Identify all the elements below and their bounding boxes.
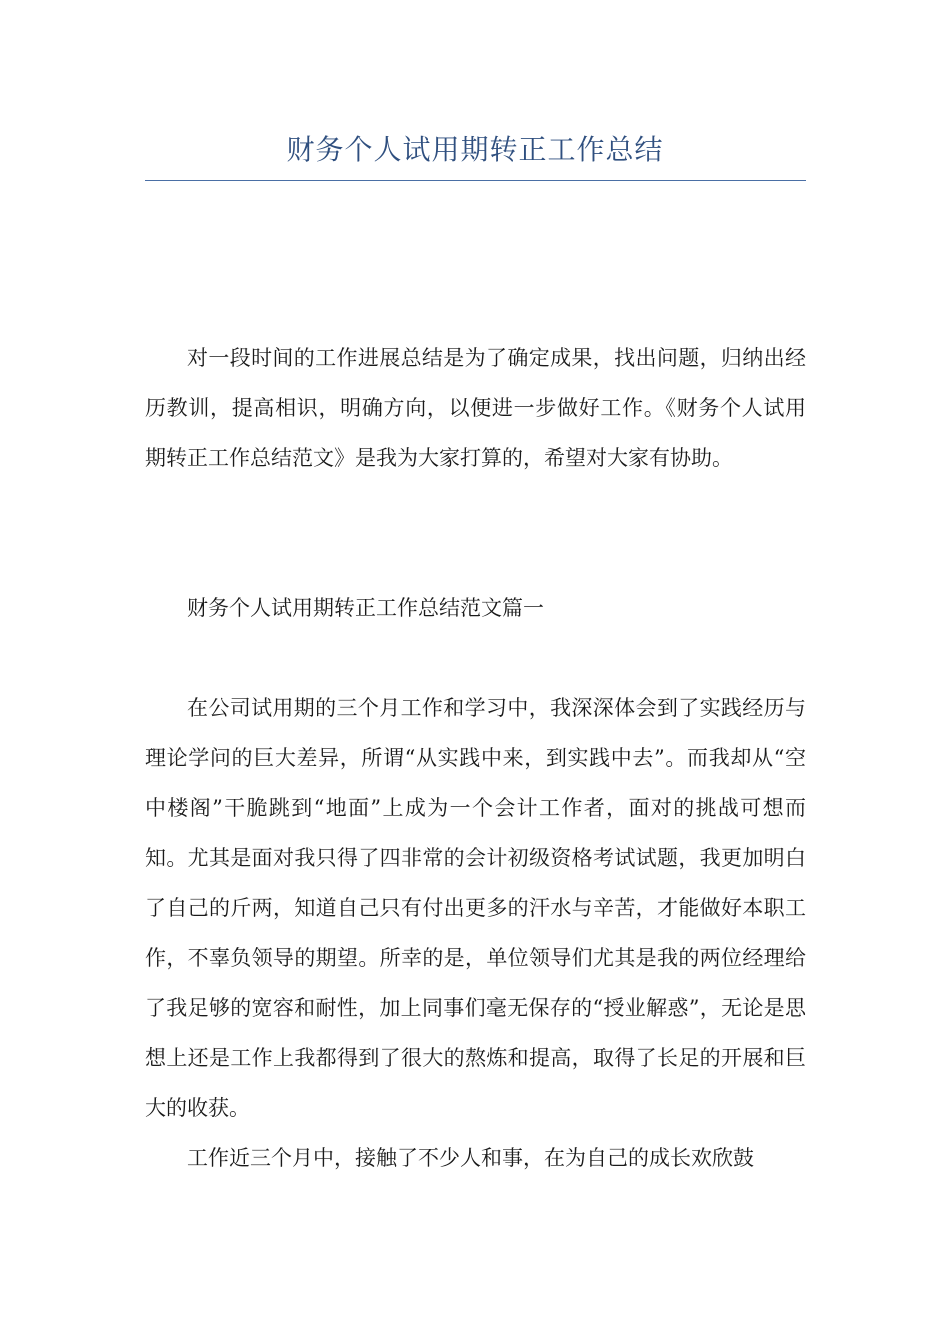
- body-paragraph-1: 在公司试用期的三个月工作和学习中，我深深体会到了实践经历与理论学问的巨大差异，所谓“从实践中来，到实践中去”。而我却从“空中楼阁”干脆跳到“地面”上成为一个会计工作者，面对的挑战可想而知。尤其是面对我只得了四非常的会计初级资格考试试题，我更加明白了自己的斤两，知道自己只有付出更多的汗水与辛苦，才能做好本职工作，不辜负领导的期望。所幸的是，单位领导们尤其是我的两位经理给了我足够的宽容和耐性，加上同事们毫无保存的“授业解惑”，无论是思想上还是工作上我都得到了很大的熬炼和提高，取得了长足的开展和巨大的收获。: [145, 696, 806, 1120]
- intro-section: [145, 333, 806, 483]
- intro-paragraph: 对一段时间的工作进展总结是为了确定成果，找出问题，归纳出经历教训，提高相识，明确方向，以便进一步做好工作。《财务个人试用期转正工作总结范文》是我为大家打算的，希望对大家有协助。: [145, 346, 806, 470]
- body-paragraph-2: 工作近三个月中，接触了不少人和事，在为自己的成长欢欣鼓: [187, 1146, 754, 1170]
- section-heading-block: [145, 583, 806, 633]
- body-section: [145, 683, 806, 1183]
- title-underline: [145, 180, 806, 181]
- page-title: 财务个人试用期转正工作总结: [286, 133, 664, 166]
- section-heading: 财务个人试用期转正工作总结范文篇一: [187, 596, 544, 620]
